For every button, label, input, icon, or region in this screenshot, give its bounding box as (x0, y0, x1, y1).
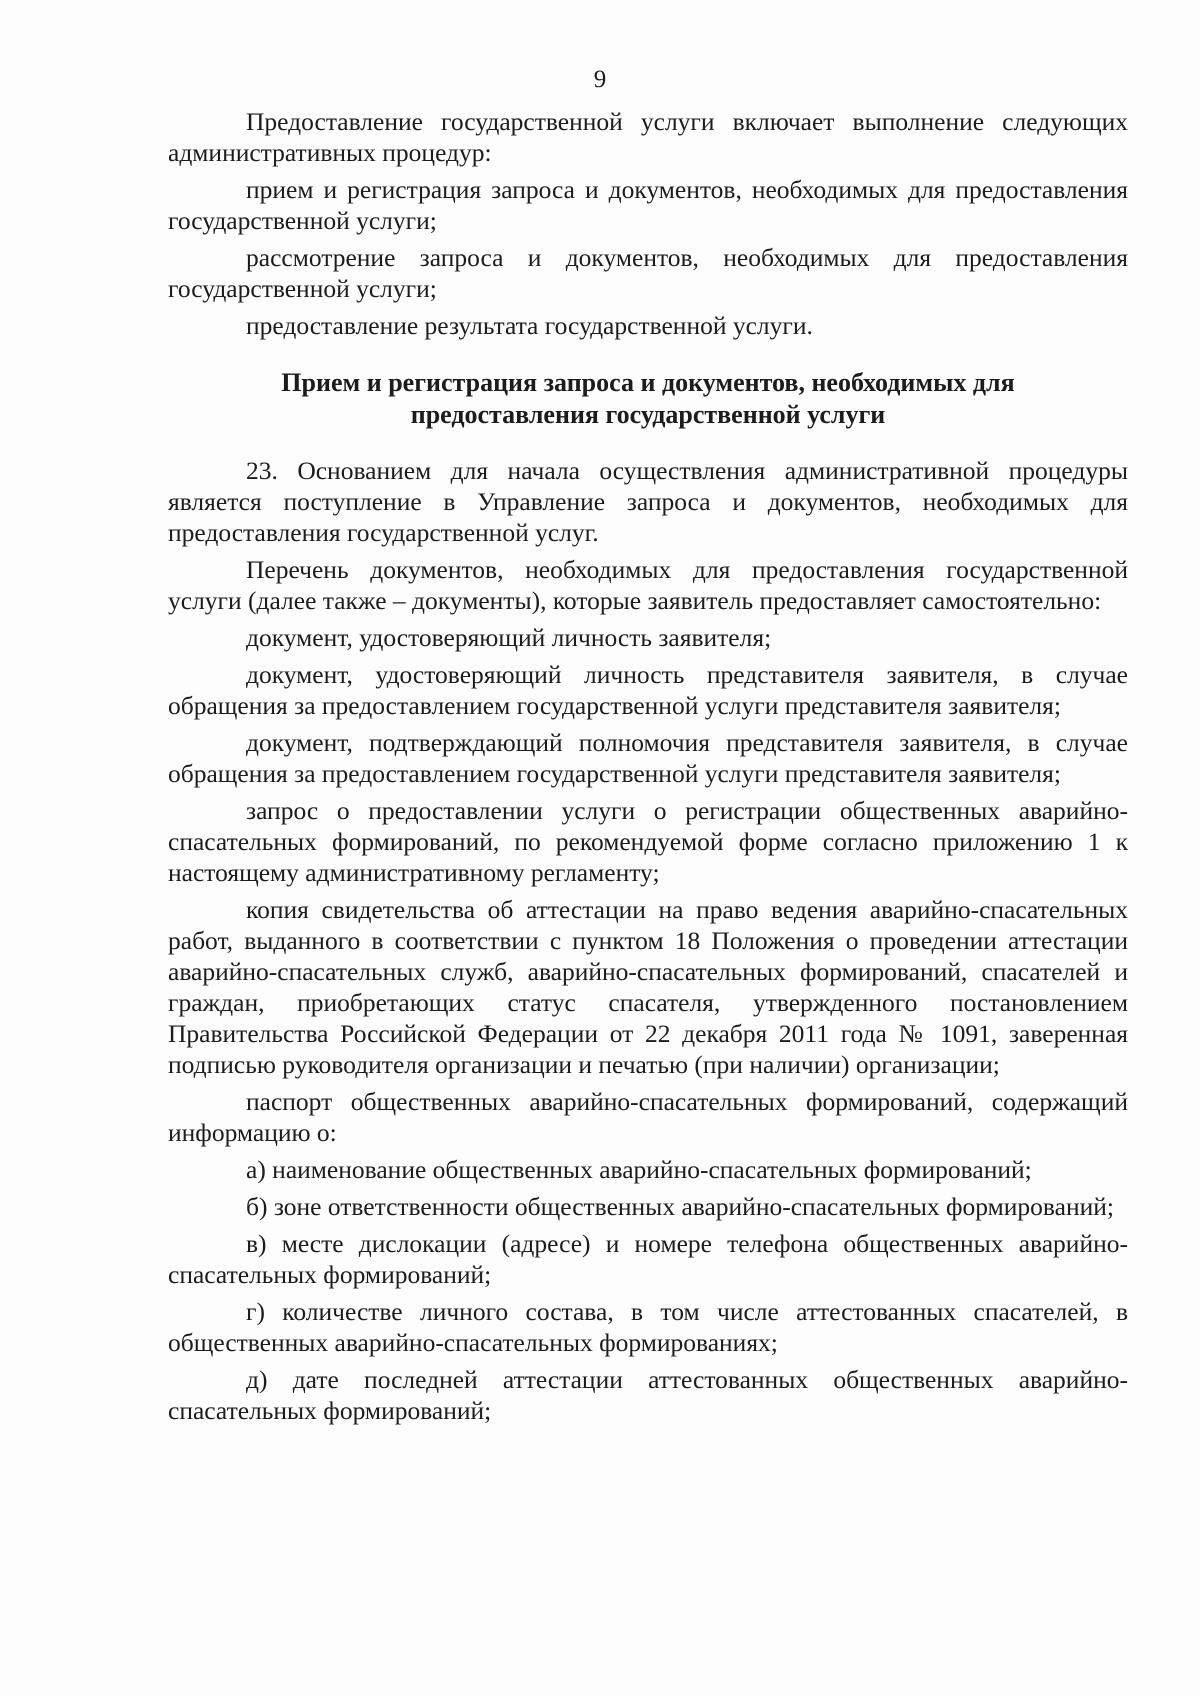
paragraph: прием и регистрация запроса и документов, необходимых для предоставления государственной услуги; (168, 175, 1128, 235)
paragraph: Перечень документов, необходимых для предоставления государственной услуги (далее также – документы), которые заявитель предоставляет самостоятельно: (168, 555, 1128, 615)
list-item: документ, подтверждающий полномочия представителя заявителя, в случае обращения за предоставлением государственной услуги представителя заявителя; (168, 728, 1128, 788)
section-heading: Прием и регистрация запроса и документов, необходимых для предоставления государственной услуги (281, 368, 1015, 429)
paragraph: 23. Основанием для начала осуществления административной процедуры является поступление в Управление запроса и документов, необходимых для предоставления государственной услуг. (168, 456, 1128, 547)
list-item: документ, удостоверяющий личность представителя заявителя, в случае обращения за предоставлением государственной услуги представителя заявителя; (168, 660, 1128, 720)
sub-list-item: д) дате последней аттестации аттестованных общественных аварийно-спасательных формирований; (168, 1365, 1128, 1425)
paragraph: предоставление результата государственной услуги. (246, 311, 813, 340)
list-item: копия свидетельства об аттестации на право ведения аварийно-спасательных работ, выданного в соответствии с пунктом 18 Положения о проведении аттестации аварийно-спасательных служб, аварийно-спасательных формирований, спасателей и граждан, приобретающих статус спасателя, утвержденного постановлением Правительства Российской Федерации от 22 декабря 2011 года № 1091, заверенная подписью руководителя организации и печатью (при наличии) организации; (168, 895, 1128, 1079)
list-item: запрос о предоставлении услуги о регистрации общественных аварийно-спасательных формирований, по рекомендуемой форме согласно приложению 1 к настоящему административному регламенту; (168, 796, 1128, 887)
page-number: 9 (593, 66, 607, 93)
sub-list-item: в) месте дислокации (адресе) и номере телефона общественных аварийно-спасательных формирований; (168, 1229, 1128, 1289)
paragraph: Предоставление государственной услуги включает выполнение следующих административных процедур: (168, 107, 1128, 167)
paragraph: рассмотрение запроса и документов, необходимых для предоставления государственной услуги; (168, 243, 1128, 303)
sub-list-item: г) количестве личного состава, в том числе аттестованных спасателей, в общественных аварийно-спасательных формированиях; (168, 1297, 1128, 1357)
list-item: паспорт общественных аварийно-спасательных формирований, содержащий информацию о: (168, 1087, 1128, 1147)
list-item: документ, удостоверяющий личность заявителя; (246, 623, 772, 652)
sub-list-item: б) зоне ответственности общественных аварийно-спасательных формирований; (246, 1192, 1114, 1221)
sub-list-item: а) наименование общественных аварийно-спасательных формирований; (246, 1155, 1032, 1184)
document-body (168, 106, 1128, 1426)
